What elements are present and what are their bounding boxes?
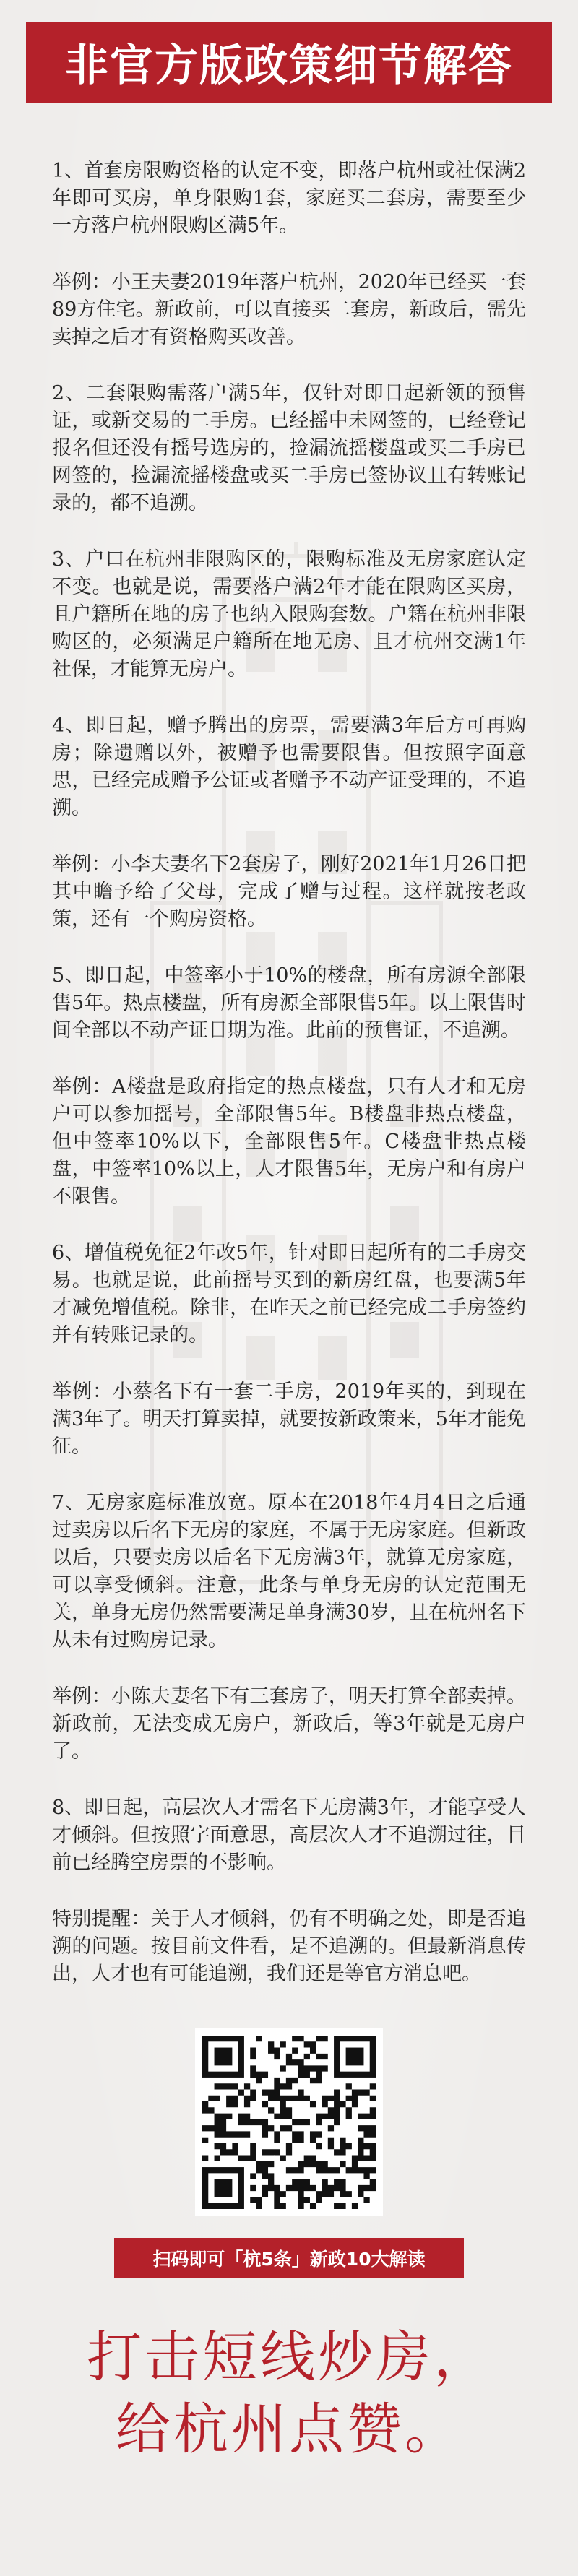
- paragraph-6: 6、增值税免征2年改5年，针对即日起所有的二手房交易。也就是说，此前摇号买到的新房红盘，也要满5年才减免增值税。除非，在昨天之前已经完成二手房签约并有转账记录的。: [52, 1242, 526, 1347]
- qr-code-icon: [195, 2028, 383, 2216]
- paragraph-example-5: 举例：A楼盘是政府指定的热点楼盘，只有人才和无房户可以参加摇号，全部限售5年。B楼盘非热点楼盘，但中签率10%以下，全部限售5年。C楼盘非热点楼盘，中签率10%以上，人才限售5年，无房户和有房户不限售。: [52, 1076, 526, 1208]
- policy-text: [52, 157, 526, 2017]
- paragraph-4: 4、即日起，赠予腾出的房票，需要满3年后方可再购房；除遗赠以外，被赠予也需要限售。但按照字面意思，已经完成赠予公证或者赠予不动产证受理的，不追溯。: [52, 714, 526, 819]
- title-banner: [26, 22, 552, 103]
- paragraph-1: 1、首套房限购资格的认定不变，即落户杭州或社保满2年即可买房，单身限购1套，家庭买二套房，需要至少一方落户杭州限购区满5年。: [52, 160, 526, 237]
- slogan-line-1: 打击短线炒房，: [87, 2325, 491, 2389]
- paragraph-8: 8、即日起，高层次人才需名下无房满3年，才能享受人才倾斜。但按照字面意思，高层次人才不追溯过往，目前已经腾空房票的不影响。: [52, 1797, 526, 1874]
- paragraph-5: 5、即日起，中签率小于10%的楼盘，所有房源全部限售5年。热点楼盘，所有房源全部限售5年。以上限售时间全部以不动产证日期为准。此前的预售证，不追溯。: [52, 964, 526, 1042]
- page-title: 非官方版政策细节解答: [65, 40, 513, 91]
- paragraph-example-1: 举例：小王夫妻2019年落户杭州，2020年已经买一套89方住宅。新政前，可以直接买二套房，新政后，需先卖掉之后才有资格购买改善。: [52, 271, 526, 348]
- slogan-line-2: 给杭州点赞。: [116, 2397, 462, 2461]
- qr-code[interactable]: [195, 2028, 383, 2216]
- paragraph-example-7: 举例：小陈夫妻名下有三套房子，明天打算全部卖掉。新政前，无法变成无房户，新政后，等3年就是无房户了。: [52, 1685, 526, 1763]
- scan-caption-banner: [114, 2238, 464, 2278]
- scan-caption: 扫码即可「杭5条」新政10大解读: [152, 2249, 426, 2270]
- paragraph-example-6: 举例：小蔡名下有一套二手房，2019年买的，到现在满3年了。明天打算卖掉，就要按新政策来，5年才能免征。: [52, 1380, 526, 1458]
- paragraph-3: 3、户口在杭州非限购区的，限购标准及无房家庭认定不变。也就是说，需要落户满2年才能在限购区买房，且户籍所在地的房子也纳入限购套数。户籍在杭州非限购区的，必须满足户籍所在地无房、且才杭州交满1年社保，才能算无房户。: [52, 548, 526, 680]
- special-reminder: 特别提醒：关于人才倾斜，仍有不明确之处，即是否追溯的问题。按目前文件看，是不追溯的。但最新消息传出，人才也有可能追溯，我们还是等官方消息吧。: [52, 1908, 526, 1985]
- paragraph-2: 2、二套限购需落户满5年，仅针对即日起新领的预售证，或新交易的二手房。已经摇中未网签的，已经登记报名但还没有摇号选房的，捡漏流摇楼盘或买二手房已网签的，捡漏流摇楼盘或买二手房已签协议且有转账记录的，都不追溯。: [52, 382, 526, 514]
- paragraph-7: 7、无房家庭标准放宽。原本在2018年4月4日之后通过卖房以后名下无房的家庭，不属于无房家庭。但新政以后，只要卖房以后名下无房满3年，就算无房家庭，可以享受倾斜。注意，此条与单身无房的认定范围无关，单身无房仍然需要满足单身满30岁，且在杭州名下从未有过购房记录。: [52, 1492, 526, 1651]
- paragraph-example-4: 举例：小李夫妻名下2套房子，刚好2021年1月26日把其中瞻予给了父母，完成了赠与过程。这样就按老政策，还有一个购房资格。: [52, 853, 526, 930]
